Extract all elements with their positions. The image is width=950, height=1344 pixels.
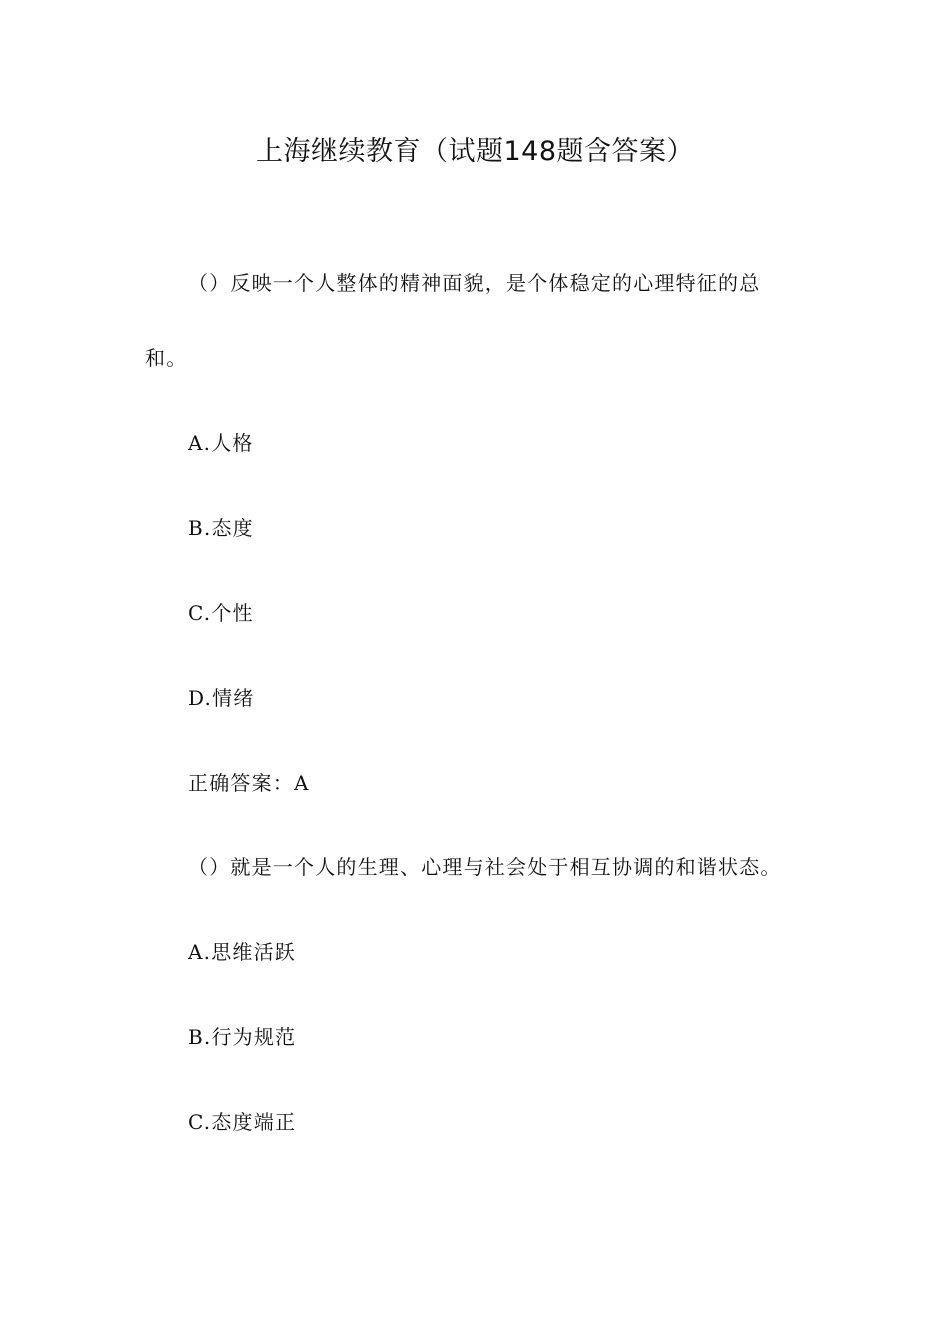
question-1-option-c: C.个性 [188,601,254,625]
question-1-answer: 正确答案：A [188,771,310,795]
question-1-stem-line-2: 和。 [145,346,188,370]
question-1-option-d: D.情绪 [188,686,255,710]
document-title: 上海继续教育（试题148题含答案） [255,136,695,167]
question-1-option-a: A.人格 [188,431,254,455]
question-2-option-c: C.态度端正 [188,1110,297,1134]
question-1-stem-line-1: （）反映一个人整体的精神面貌，是个体稳定的心理特征的总 [188,271,761,295]
question-2-option-a: A.思维活跃 [188,940,297,964]
question-1-option-b: B.态度 [188,516,254,540]
question-2-stem-line-1: （）就是一个人的生理、心理与社会处于相互协调的和谐状态。 [188,855,782,879]
question-2-option-b: B.行为规范 [188,1025,297,1049]
